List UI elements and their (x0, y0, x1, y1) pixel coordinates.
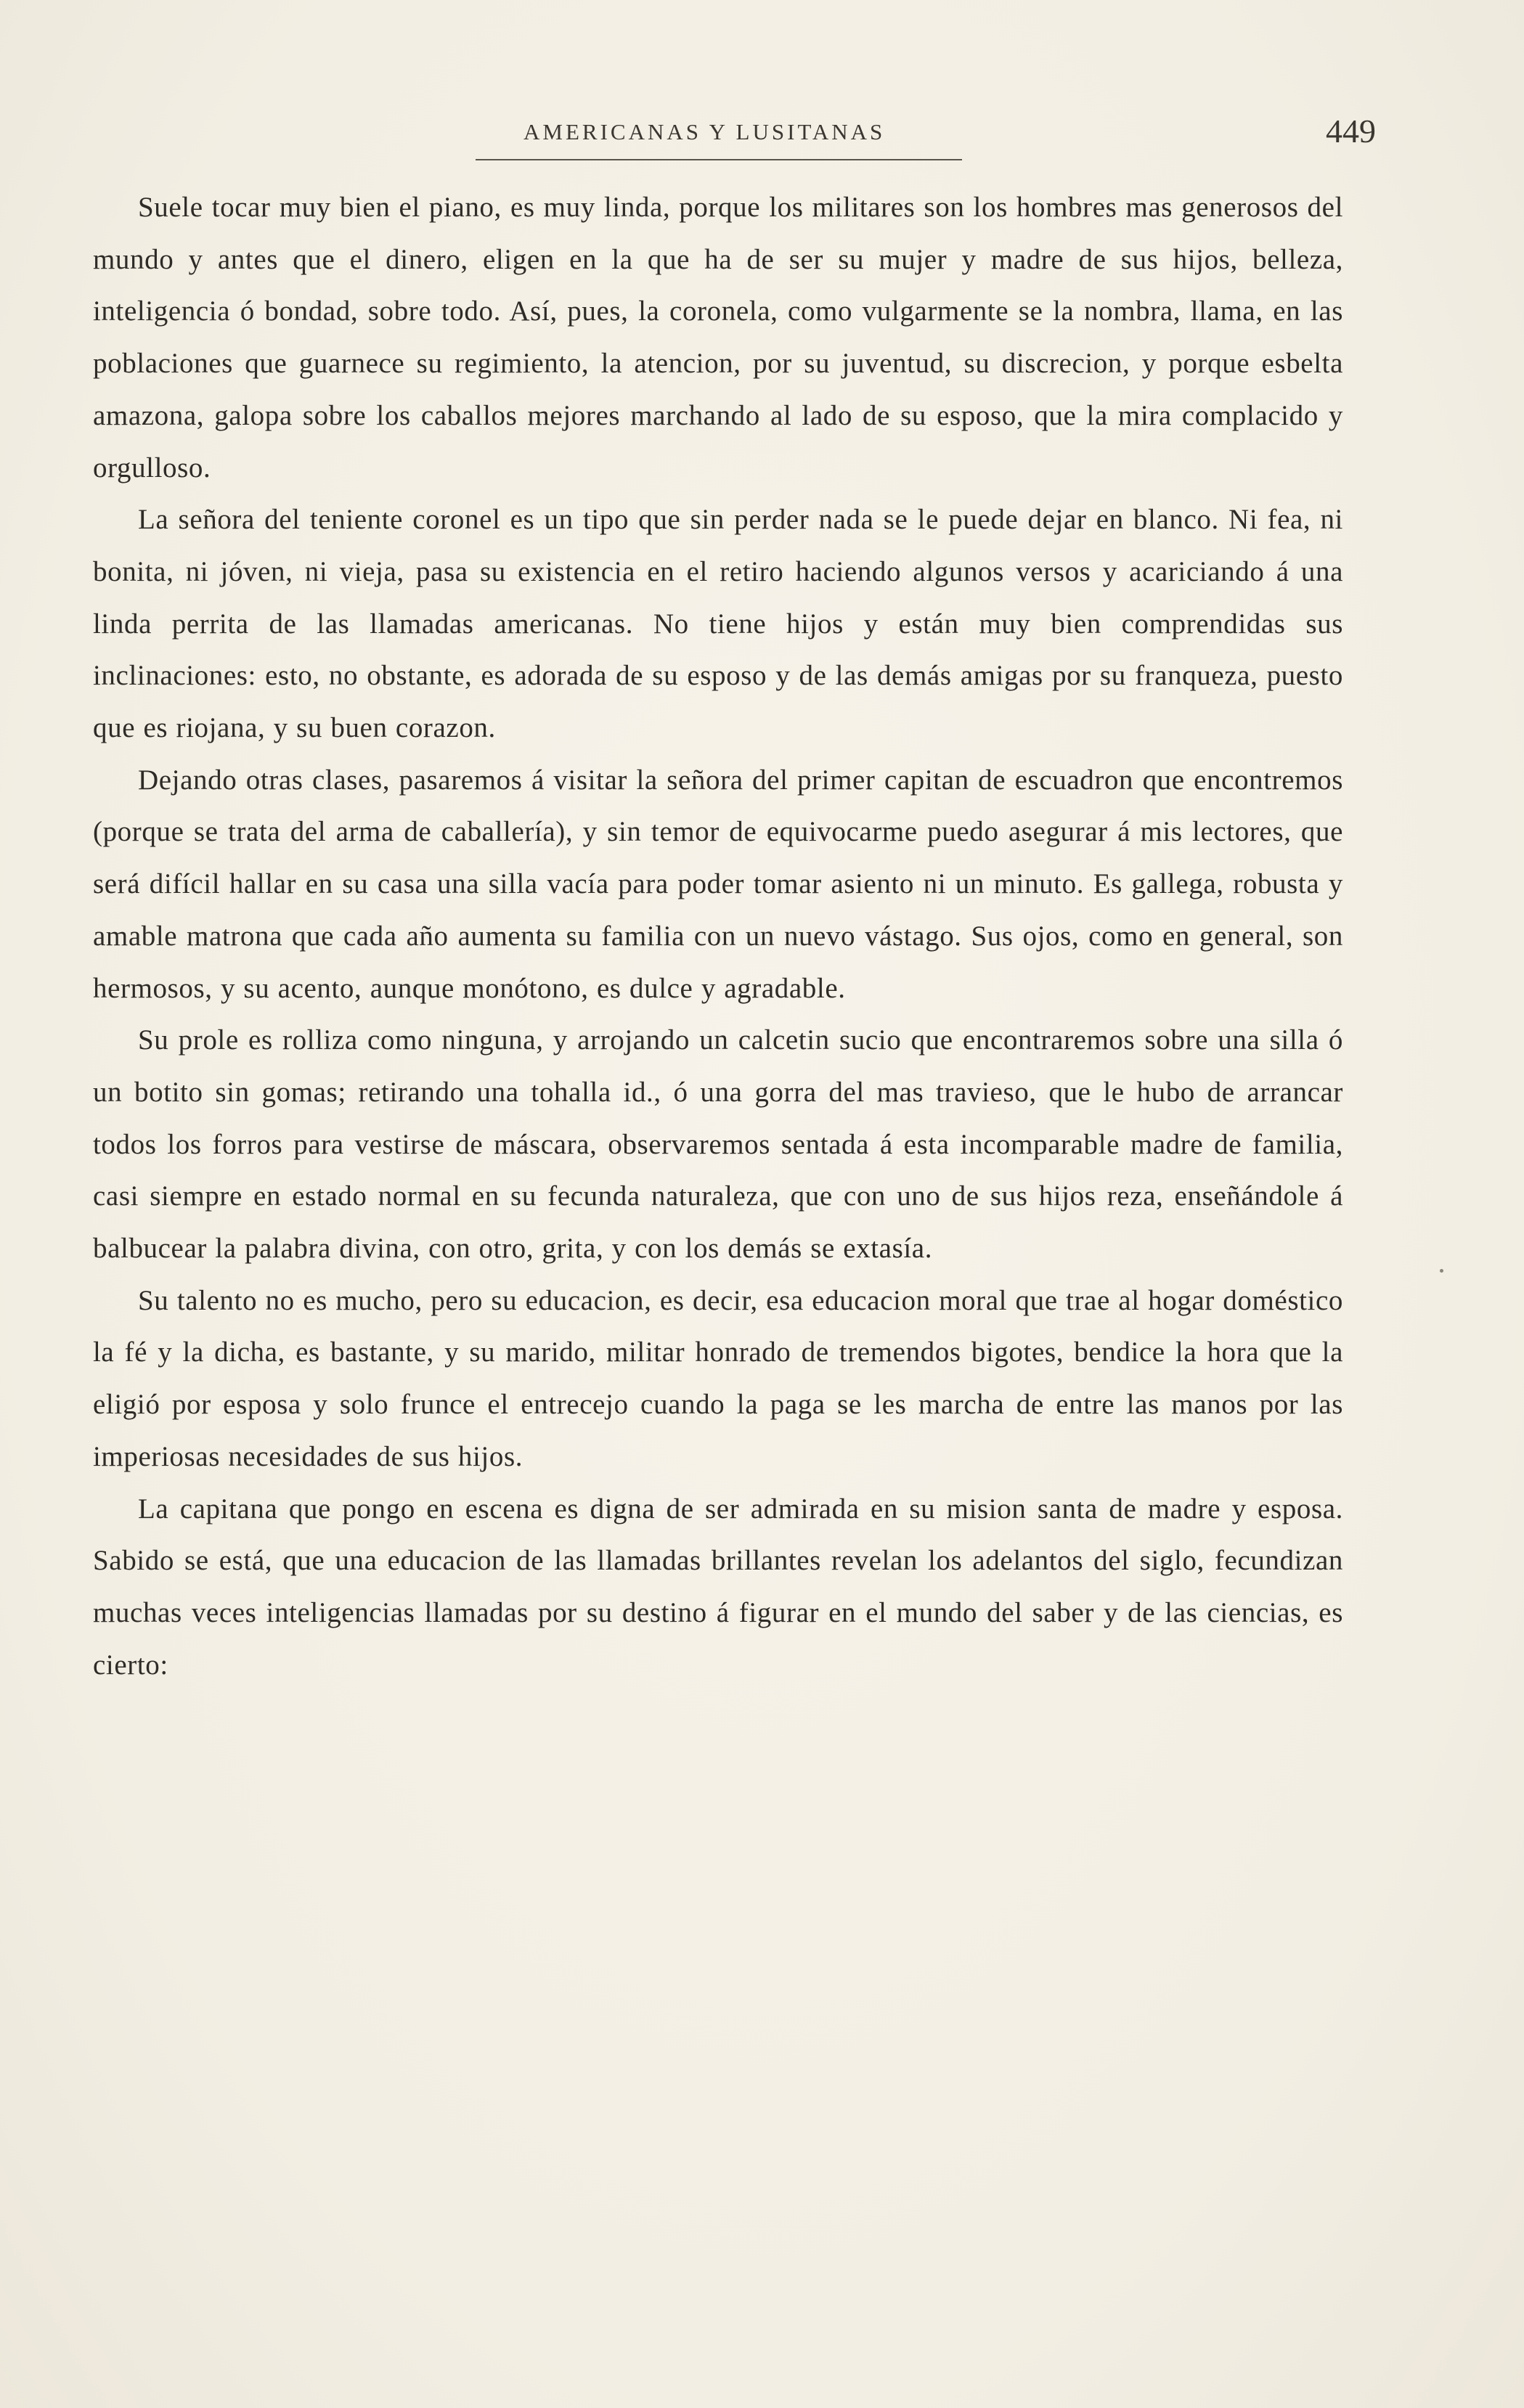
paragraph-2: La señora del teniente coronel es un tipo que sin perder nada se le puede dejar en blanco. Ni fea, ni bonita, ni jóven, ni vieja, pasa su existencia en el retiro haciendo algunos versos y acariciando á una linda perrita de las llamadas americanas. No tiene hijos y están muy bien comprendidas sus inclinaciones: esto, no obstante, es adorada de su esposo y de las demás amigas por su franqueza, puesto que es riojana, y su buen corazon. (93, 504, 1343, 744)
body-text (93, 181, 1343, 1691)
paragraph-4: Su prole es rolliza como ninguna, y arrojando un calcetin sucio que encontraremos sobre una silla ó un botito sin gomas; retirando una tohalla id., ó una gorra del mas travieso, que le hubo de arrancar todos los forros para vestirse de máscara, observaremos sentada á esta incomparable madre de familia, casi siempre en estado normal en su fecunda naturaleza, que con uno de sus hijos reza, enseñándole á balbucear la palabra divina, con otro, grita, y con los demás se extasía. (93, 1024, 1343, 1265)
paragraph-5: Su talento no es mucho, pero su educacion, es decir, esa educacion moral que trae al hogar doméstico la fé y la dicha, es bastante, y su marido, militar honrado de tremendos bigotes, bendice la hora que la eligió por esposa y solo frunce el entrecejo cuando la paga se les marcha de entre las manos por las imperiosas necesidades de sus hijos. (93, 1284, 1343, 1472)
page-number: 449 (1326, 113, 1376, 150)
paragraph-1: Suele tocar muy bien el piano, es muy linda, porque los militares son los hombres mas generosos del mundo y antes que el dinero, eligen en la que ha de ser su mujer y madre de sus hijos, belleza, inteligencia ó bondad, sobre todo. Así, pues, la coronela, como vulgarmente se la nombra, llama, en las poblaciones que guarnece su regimiento, la atencion, por su juventud, su discrecion, y porque esbelta amazona, galopa sobre los caballos mejores marchando al lado de su esposo, que la mira complacido y orgulloso. (93, 192, 1343, 483)
paragraph-6: La capitana que pongo en escena es digna de ser admirada en su mision santa de madre y esposa. Sabido se está, que una educacion de las llamadas brillantes revelan los adelantos del siglo, fecundizan muchas veces inteligencias llamadas por su destino á figurar en el mundo del saber y de las ciencias, es cierto: (93, 1493, 1343, 1681)
running-head-title: AMERICANAS Y LUSITANAS (523, 119, 886, 144)
paper-speck (1440, 1269, 1443, 1273)
header-rule (476, 159, 962, 160)
paragraph-3: Dejando otras clases, pasaremos á visitar la señora del primer capitan de escuadron que encontremos (porque se trata del arma de caballería), y sin temor de equivocarme puedo asegurar á mis lectores, que será difícil hallar en su casa una silla vacía para poder tomar asiento ni un minuto. Es gallega, robusta y amable matrona que cada año aumenta su familia con un nuevo vástago. Sus ojos, como en general, son hermosos, y su acento, aunque monótono, es dulce y agradable. (93, 764, 1343, 1004)
running-head (476, 110, 1376, 154)
